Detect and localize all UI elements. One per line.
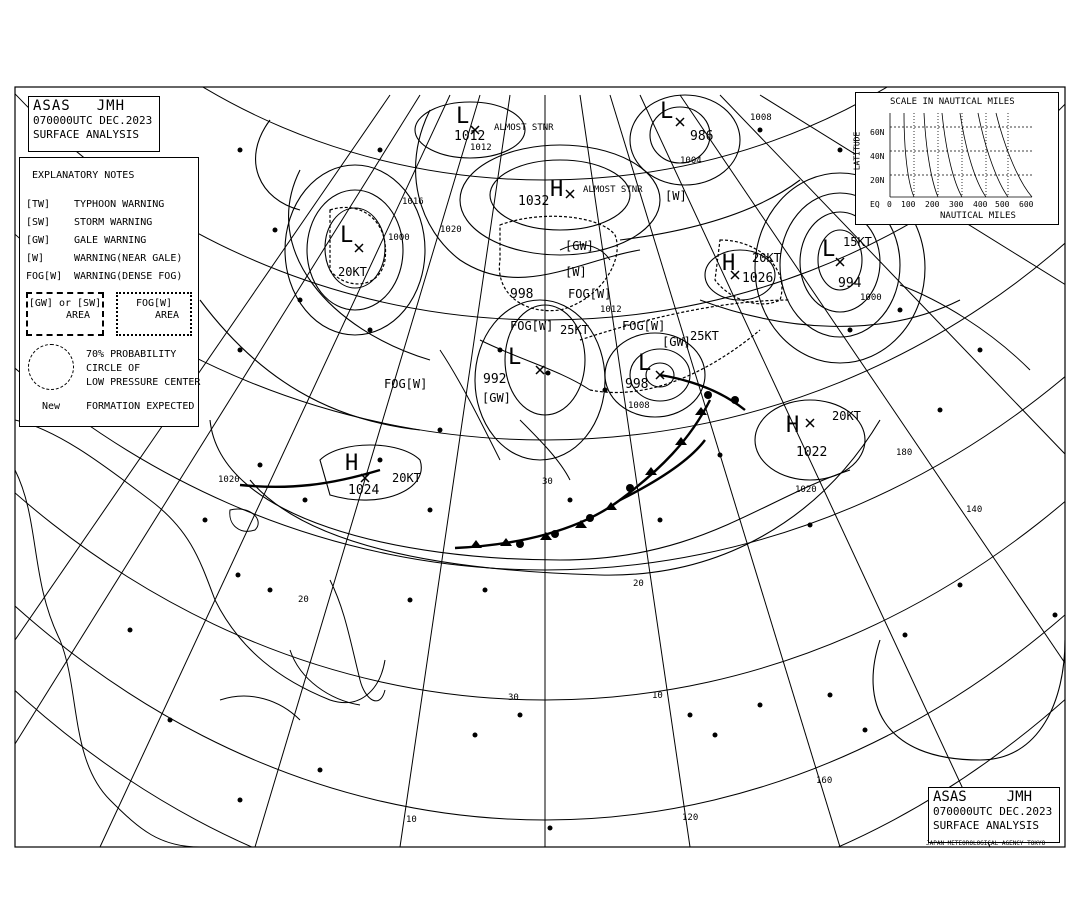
graticule-label: 180 xyxy=(896,448,913,458)
legend-prob-line: LOW PRESSURE CENTER xyxy=(86,377,201,388)
motion-label: ALMOST STNR xyxy=(583,185,643,195)
speed-label: 25KT xyxy=(690,329,719,343)
low-letter: L xyxy=(508,345,522,370)
graticule-label: 120 xyxy=(682,813,699,823)
legend-area-fog: FOG[W] AREA xyxy=(116,292,192,336)
header-code: ASAS xyxy=(33,98,71,114)
low-letter: L xyxy=(340,223,354,248)
system-value: 998 xyxy=(625,377,649,392)
warning-label: [GW] xyxy=(482,391,511,405)
scale-nm-tick: 200 xyxy=(925,200,940,209)
scale-nm-tick: 100 xyxy=(901,200,916,209)
isobar-label: 1012 xyxy=(470,143,492,153)
warning-label: [GW] xyxy=(662,335,691,349)
legend-box xyxy=(19,157,199,427)
high-letter: H xyxy=(345,451,359,476)
graticule-label: 10 xyxy=(652,691,663,701)
isobar-label: 1008 xyxy=(750,113,772,123)
system-value: 1012 xyxy=(454,129,486,144)
high-letter: H xyxy=(786,413,800,438)
system-value: 1032 xyxy=(518,194,550,209)
speed-label: 20KT xyxy=(752,251,781,265)
isobar-label: 1020 xyxy=(440,225,462,235)
warning-label: [W] xyxy=(565,265,587,279)
graticule-label: 10 xyxy=(406,815,417,825)
footer-source: JMH xyxy=(1006,789,1033,805)
legend-item: [TW] TYPHOON WARNING xyxy=(26,199,165,210)
system-value: 1026 xyxy=(742,271,774,286)
graticule-label: 20 xyxy=(633,579,644,589)
scale-nm-tick: 400 xyxy=(973,200,988,209)
warning-label: FOG[W] xyxy=(384,377,428,391)
system-value: 1024 xyxy=(348,483,380,498)
legend-new-text: FORMATION EXPECTED xyxy=(86,401,195,412)
scale-nm-tick: 600 xyxy=(1019,200,1034,209)
scale-nm-tick: 500 xyxy=(995,200,1010,209)
motion-label: ALMOST STNR xyxy=(494,123,554,133)
scale-axis-label: LATITUDE xyxy=(852,131,862,171)
scale-lat-tick: 20N xyxy=(870,176,885,185)
agency-credit: JAPAN METEOROLOGICAL AGENCY TOKYO xyxy=(926,840,1046,847)
graticule-label: 160 xyxy=(816,776,833,786)
high-letter: H xyxy=(550,177,564,202)
warning-label: FOG[W] xyxy=(510,319,554,333)
isobar-label: 1020 xyxy=(795,485,817,495)
scale-lat-tick: EQ xyxy=(870,200,880,209)
probability-circle-icon xyxy=(28,344,74,390)
isobar-label: 1000 xyxy=(860,293,882,303)
legend-prob-line: CIRCLE OF xyxy=(86,363,141,374)
isobar-label: 1008 xyxy=(628,401,650,411)
speed-label: 25KT xyxy=(560,323,589,337)
scale-nm-tick: 0 xyxy=(887,200,892,209)
header-title-box xyxy=(28,96,160,152)
footer-type: SURFACE ANALYSIS xyxy=(933,819,1039,832)
legend-item: [W] WARNING(NEAR GALE) xyxy=(26,253,183,264)
header-time: 070000UTC DEC.2023 xyxy=(33,114,153,127)
graticule-label: 30 xyxy=(508,693,519,703)
isobar-label: 1020 xyxy=(218,475,240,485)
speed-label: 15KT xyxy=(843,235,872,249)
legend-new-label: New xyxy=(42,401,61,412)
legend-title: EXPLANATORY NOTES xyxy=(32,170,135,181)
warning-label: FOG[W] xyxy=(568,287,612,301)
graticule-label: 20 xyxy=(298,595,309,605)
isobar-label: 1004 xyxy=(680,156,702,166)
high-letter: H xyxy=(722,251,736,276)
scale-lat-tick: 60N xyxy=(870,128,885,137)
isobar-label: 1016 xyxy=(402,197,424,207)
legend-item: FOG[W] WARNING(DENSE FOG) xyxy=(26,271,183,282)
graticule-label: 140 xyxy=(966,505,983,515)
low-letter: L xyxy=(660,99,674,124)
legend-item: [SW] STORM WARNING xyxy=(26,217,153,228)
speed-label: 20KT xyxy=(832,409,861,423)
footer-title-box xyxy=(928,787,1060,843)
speed-label: 20KT xyxy=(338,265,367,279)
system-value: 998 xyxy=(510,287,534,302)
scale-title: SCALE IN NAUTICAL MILES xyxy=(890,97,1015,107)
low-letter: L xyxy=(822,237,836,262)
legend-area-gale: [GW] or [SW] AREA xyxy=(26,292,104,336)
isobar-label: 1000 xyxy=(388,233,410,243)
warning-label: [GW] xyxy=(565,239,594,253)
scale-xlabel: NAUTICAL MILES xyxy=(940,211,1016,221)
scale-lat-tick: 40N xyxy=(870,152,885,161)
speed-label: 20KT xyxy=(392,471,421,485)
low-letter: L xyxy=(638,351,652,376)
header-source: JMH xyxy=(96,98,126,114)
legend-item: [GW] GALE WARNING xyxy=(26,235,147,246)
isobar-label: 1012 xyxy=(600,305,622,315)
footer-code: ASAS xyxy=(933,789,967,805)
warning-label: FOG[W] xyxy=(622,319,666,333)
low-letter: L xyxy=(456,104,470,129)
system-value: 992 xyxy=(483,372,507,387)
legend-prob-line: 70% PROBABILITY xyxy=(86,349,177,360)
system-value: 986 xyxy=(690,129,714,144)
system-value: 994 xyxy=(838,276,862,291)
system-value: 1022 xyxy=(796,445,828,460)
warning-label: [W] xyxy=(665,189,687,203)
scale-box xyxy=(852,92,1059,225)
footer-time: 070000UTC DEC.2023 xyxy=(933,805,1053,818)
header-type: SURFACE ANALYSIS xyxy=(33,128,139,141)
scale-nm-tick: 300 xyxy=(949,200,964,209)
graticule-label: 30 xyxy=(542,477,553,487)
